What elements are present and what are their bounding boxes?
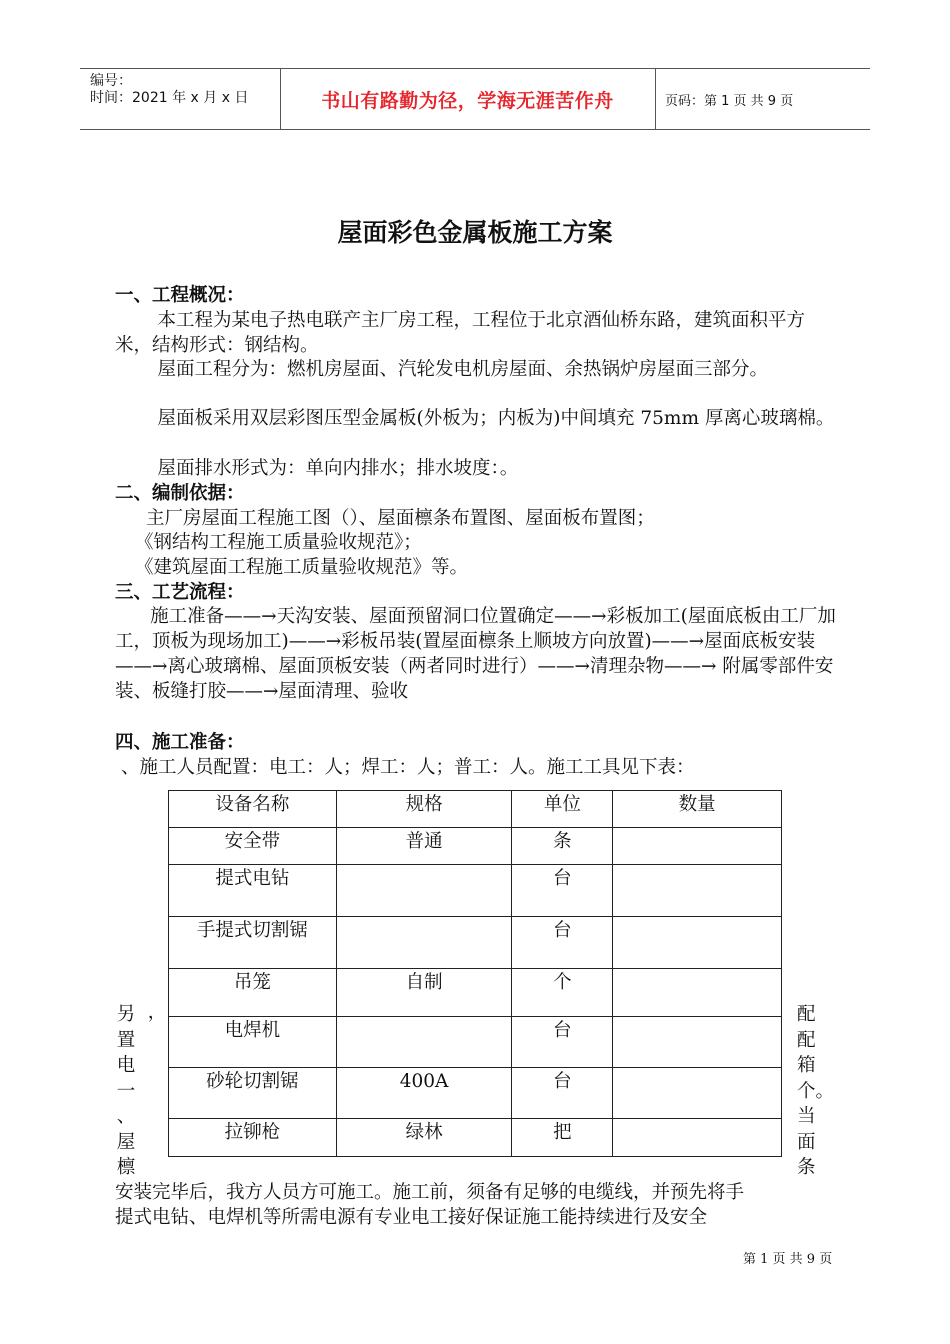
- vertical-char: 条: [797, 1157, 816, 1178]
- table-cell: [336, 865, 512, 917]
- vertical-char: 另: [116, 1004, 136, 1025]
- right-vertical-text: [797, 1002, 837, 1181]
- table-cell: [336, 1017, 512, 1068]
- section-1-paragraph-1: 本工程为某电子热电联产主厂房工程，工程位于北京酒仙桥东路，建筑面积平方米，结构形式：钢结构。: [115, 310, 806, 356]
- table-cell: 电焊机: [169, 1017, 337, 1068]
- page-info: 页码：第 1 页 共 9 页: [665, 93, 794, 109]
- table-cell: 安全带: [169, 828, 337, 865]
- table-cell: 砂轮切割锯: [169, 1068, 337, 1119]
- section-2-heading: 二、编制依据：: [115, 483, 245, 504]
- header-meta: [80, 69, 281, 129]
- table-row: [169, 828, 782, 865]
- table-cell: [613, 1017, 782, 1068]
- table-cell: 台: [512, 1068, 613, 1119]
- table-cell: 台: [512, 1017, 613, 1068]
- basis-item-3: 《建筑屋面工程施工质量验收规范》等。: [135, 557, 469, 578]
- left-vertical-text: [115, 1002, 137, 1181]
- vertical-char: 一: [116, 1080, 136, 1102]
- page-footer: 第 1 页 共 9 页: [743, 1252, 833, 1267]
- vertical-char: 屋: [116, 1131, 136, 1153]
- vertical-char: 面: [797, 1131, 816, 1153]
- vertical-char: 当: [797, 1106, 816, 1127]
- vertical-char: 配: [797, 1029, 816, 1051]
- table-cell: 400A: [336, 1068, 512, 1119]
- table-cell: 自制: [336, 969, 512, 1017]
- table-cell: 提式电钻: [169, 865, 337, 917]
- table-header-cell: 设备名称: [169, 791, 337, 828]
- section-3-heading: 三、工艺流程：: [115, 582, 245, 603]
- header-page-cell: [655, 69, 870, 129]
- tail-line-1: 安装完毕后，我方人员方可施工。施工前，须备有足够的电缆线，并预先将手: [115, 1182, 745, 1203]
- time-label: 时间：2021 年 x 月 x 日: [90, 90, 249, 106]
- table-cell: 普通: [336, 828, 512, 865]
- vertical-char: 配: [797, 1004, 816, 1025]
- process-flow: 施工准备——→天沟安装、屋面预留洞口位置确定——→彩板加工(屋面底板由工厂加工，顶板为现场加工)——→彩板吊装(置屋面檩条上顺坡方向放置)——→屋面底板安装——→离心玻璃棉、屋面顶板安装（两者同时进行）——→清理杂物——→ 附属零部件安装、板缝打胶——→屋面清理、验收: [115, 606, 836, 702]
- table-cell: 个: [512, 969, 613, 1017]
- staff-config: 、施工人员配置：电工：人；焊工：人；普工：人。施工工具见下表：: [121, 757, 695, 778]
- table-row: [169, 917, 782, 969]
- table-row: [169, 1119, 782, 1157]
- vertical-char: 箱: [797, 1055, 816, 1076]
- table-header-cell: 规格: [336, 791, 512, 828]
- basis-item-2: 《钢结构工程施工质量验收规范》；: [135, 532, 422, 553]
- section-4-heading: 四、施工准备：: [115, 732, 245, 753]
- table-header-cell: 单位: [512, 791, 613, 828]
- vertical-char: 檩: [116, 1157, 136, 1178]
- number-label: 编号：: [90, 73, 132, 89]
- vertical-char: 个。: [797, 1080, 835, 1102]
- vertical-char: 电: [116, 1055, 136, 1076]
- table-cell: 手提式切割锯: [169, 917, 337, 969]
- tool-table: [168, 790, 782, 1157]
- table-cell: 把: [512, 1119, 613, 1157]
- table-cell: [613, 1119, 782, 1157]
- table-row: [169, 969, 782, 1017]
- table-cell: [613, 1068, 782, 1119]
- section-1-paragraph-4: 屋面排水形式为：单向内排水；排水坡度：。: [157, 458, 519, 479]
- table-header-cell: 数量: [613, 791, 782, 828]
- header-motto-cell: [280, 69, 656, 129]
- table-row: [169, 1017, 782, 1068]
- tail-line-2: 提式电钻、电焊机等所需电源有专业电工接好保证施工能持续进行及安全: [115, 1207, 708, 1228]
- table-cell: [613, 917, 782, 969]
- section-1-heading: 一、工程概况：: [115, 285, 245, 306]
- section-1-paragraph-2: 屋面工程分为：燃机房屋面、汽轮发电机房屋面、余热锅炉房屋面三部分。: [157, 359, 769, 380]
- document-title: 屋面彩色金属板施工方案: [337, 218, 613, 247]
- table-cell: 台: [512, 917, 613, 969]
- table-cell: 吊笼: [169, 969, 337, 1017]
- page-header: [80, 68, 870, 130]
- vertical-char: 、: [116, 1106, 136, 1127]
- section-1-paragraph-3: 屋面板采用双层彩图压型金属板(外板为；内板为)中间填充 75mm 厚离心玻璃棉。: [157, 408, 835, 429]
- table-cell: [336, 917, 512, 969]
- vertical-char: 置: [116, 1029, 136, 1051]
- table-row: [169, 1068, 782, 1119]
- table-cell: [613, 865, 782, 917]
- table-cell: [613, 828, 782, 865]
- left-vertical-comma: ，: [147, 1002, 167, 1023]
- motto: 书山有路勤为径，学海无涯苦作舟: [321, 89, 614, 112]
- table-cell: [613, 969, 782, 1017]
- basis-item-1: 主厂房屋面工程施工图（）、屋面檩条布置图、屋面板布置图；: [146, 508, 655, 529]
- table-cell: 拉铆枪: [169, 1119, 337, 1157]
- table-cell: 台: [512, 865, 613, 917]
- table-row: [169, 865, 782, 917]
- table-cell: 绿林: [336, 1119, 512, 1157]
- table-cell: 条: [512, 828, 613, 865]
- table-header-row: [169, 791, 782, 828]
